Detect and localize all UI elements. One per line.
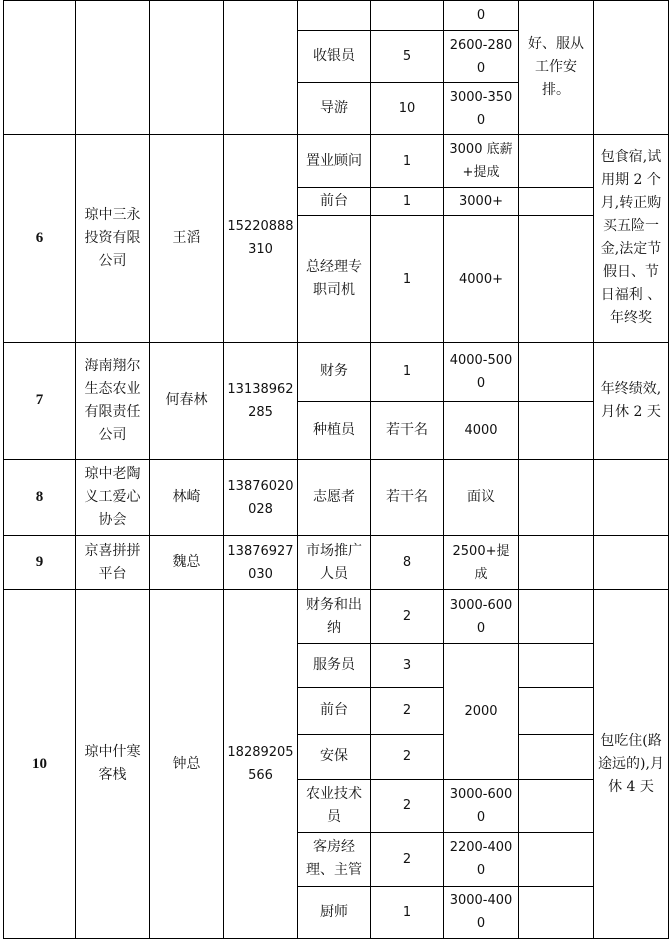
extra-cell [519, 459, 594, 535]
count-cell: 1 [371, 135, 444, 188]
extra-cell [594, 1, 669, 135]
remark-cell [594, 536, 669, 590]
count-cell: 3 [371, 644, 444, 688]
company-cell: 海南翔尔生态农业有限责任公司 [76, 342, 150, 459]
position-cell: 收银员 [298, 31, 371, 83]
salary-cell: 3000-4000 [444, 886, 519, 938]
extra-cell [519, 536, 594, 590]
phone-cell: 13876020028 [224, 459, 298, 535]
position-cell: 前台 [298, 188, 371, 216]
extra-cell [519, 734, 594, 779]
phone-cell [224, 1, 298, 135]
no-cell: 10 [4, 590, 76, 939]
company-cell: 琼中什寒客栈 [76, 590, 150, 939]
count-cell: 2 [371, 590, 444, 644]
no-cell: 6 [4, 135, 76, 342]
table-row [4, 1, 669, 31]
position-cell: 客房经理、主管 [298, 832, 371, 886]
recruitment-table [3, 0, 669, 939]
count-cell: 1 [371, 188, 444, 216]
position-cell: 农业技术员 [298, 779, 371, 832]
count-cell: 8 [371, 536, 444, 590]
contact-cell [150, 1, 224, 135]
count-cell: 1 [371, 886, 444, 938]
extra-cell [519, 832, 594, 886]
extra-cell [519, 342, 594, 401]
position-cell: 前台 [298, 688, 371, 734]
count-cell: 10 [371, 83, 444, 135]
remark-cell [594, 459, 669, 535]
contact-cell: 林崎 [150, 459, 224, 535]
position-cell [298, 1, 371, 31]
salary-cell: 3000 底薪+提成 [444, 135, 519, 188]
count-cell: 1 [371, 216, 444, 342]
salary-cell: 3000-3500 [444, 83, 519, 135]
table-row [4, 590, 669, 644]
table-row [4, 135, 669, 188]
count-cell: 2 [371, 832, 444, 886]
salary-cell: 3000+ [444, 188, 519, 216]
table-row [4, 536, 669, 590]
salary-cell: 2500+提成 [444, 536, 519, 590]
phone-cell: 13138962285 [224, 342, 298, 459]
remark-cell: 包吃住(路途远的),月休 4 天 [594, 590, 669, 939]
extra-cell [519, 216, 594, 342]
position-cell: 总经理专职司机 [298, 216, 371, 342]
contact-cell: 魏总 [150, 536, 224, 590]
extra-cell [519, 188, 594, 216]
count-cell: 2 [371, 734, 444, 779]
position-cell: 财务和出纳 [298, 590, 371, 644]
position-cell: 市场推广人员 [298, 536, 371, 590]
phone-cell: 18289205566 [224, 590, 298, 939]
position-cell: 导游 [298, 83, 371, 135]
position-cell: 财务 [298, 342, 371, 401]
table-row [4, 342, 669, 401]
count-cell: 2 [371, 779, 444, 832]
extra-cell [519, 644, 594, 688]
position-cell: 安保 [298, 734, 371, 779]
extra-cell [519, 135, 594, 188]
count-cell: 若干名 [371, 459, 444, 535]
count-cell [371, 1, 444, 31]
count-cell: 2 [371, 688, 444, 734]
extra-cell [519, 779, 594, 832]
salary-cell: 0 [444, 1, 519, 31]
salary-cell: 2200-4000 [444, 832, 519, 886]
table-row [4, 459, 669, 535]
contact-cell: 王滔 [150, 135, 224, 342]
phone-cell: 13876927030 [224, 536, 298, 590]
remark-cell: 年终绩效,月休 2 天 [594, 342, 669, 459]
extra-cell [519, 401, 594, 459]
salary-cell: 3000-6000 [444, 779, 519, 832]
no-cell: 9 [4, 536, 76, 590]
company-cell: 琼中老陶义工爱心协会 [76, 459, 150, 535]
extra-cell [519, 688, 594, 734]
position-cell: 志愿者 [298, 459, 371, 535]
contact-cell: 钟总 [150, 590, 224, 939]
no-cell: 8 [4, 459, 76, 535]
extra-cell [519, 590, 594, 644]
position-cell: 置业顾问 [298, 135, 371, 188]
extra-cell [519, 886, 594, 938]
remark-cell: 好、服从工作安排。 [519, 1, 594, 135]
position-cell: 种植员 [298, 401, 371, 459]
salary-cell: 4000+ [444, 216, 519, 342]
salary-cell: 面议 [444, 459, 519, 535]
salary-cell: 4000 [444, 401, 519, 459]
position-cell: 厨师 [298, 886, 371, 938]
salary-cell: 2000 [444, 644, 519, 779]
salary-cell: 2600-2800 [444, 31, 519, 83]
no-cell: 7 [4, 342, 76, 459]
position-cell: 服务员 [298, 644, 371, 688]
no-cell [4, 1, 76, 135]
count-cell: 1 [371, 342, 444, 401]
company-cell [76, 1, 150, 135]
salary-cell: 4000-5000 [444, 342, 519, 401]
company-cell: 琼中三永投资有限公司 [76, 135, 150, 342]
salary-cell: 3000-6000 [444, 590, 519, 644]
count-cell: 若干名 [371, 401, 444, 459]
contact-cell: 何春林 [150, 342, 224, 459]
company-cell: 京喜拼拼平台 [76, 536, 150, 590]
phone-cell: 15220888310 [224, 135, 298, 342]
count-cell: 5 [371, 31, 444, 83]
remark-cell: 包食宿,试用期 2 个月,转正购买五险一金,法定节假日、节日福利 、年终奖 [594, 135, 669, 342]
